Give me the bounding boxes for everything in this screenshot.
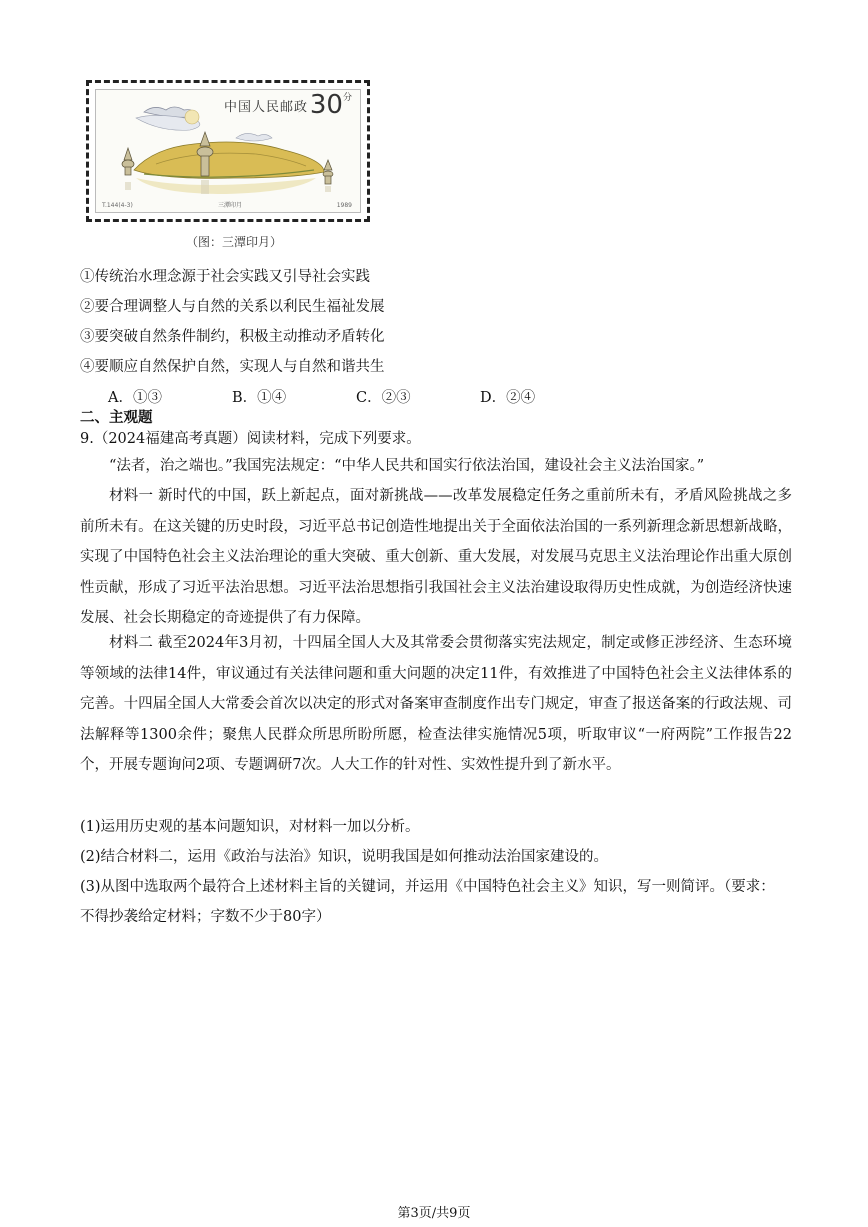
- option-a: [108, 386, 162, 407]
- stamp-value-number: 30: [309, 90, 343, 120]
- material-2-paragraph: 材料二 截至2024年3月初，十四届全国人大及其常委会贯彻落实宪法规定，制定或修正涉经济、生态环境等领域的法律14件，审议通过有关法律问题和重大问题的决定11件，有效推进了中国特色社会主义法律体系的完善。十四届全国人大常委会首次以决定的形式对备案审查制度作出专门规定，审查了报送备案的行政法规、司法解释等1300余件；聚焦人民群众所思所盼所愿，检查法律实施情况5项，听取审议“一府两院”工作报告22个，开展专题询问2项、专题调研7次。人大工作的针对性、实效性提升到了新水平。: [80, 635, 792, 773]
- stamp-country-name: 中国人民邮政: [224, 100, 309, 115]
- statement-4: ④要顺应自然保护自然，实现人与自然和谐共生: [80, 359, 385, 375]
- option-a-value: ①③: [132, 390, 162, 406]
- statement-2: ②要合理调整人与自然的关系以利民生福祉发展: [80, 299, 385, 315]
- option-c: [356, 386, 411, 407]
- page-number-footer: 第3页/共9页: [397, 1206, 471, 1221]
- sub-question-3-line-1: (3)从图中选取两个最符合上述材料主旨的关键词，并运用《中国特色社会主义》知识，写一则简评。（要求：: [80, 879, 775, 895]
- material-1-paragraph: 材料一 新时代的中国，跃上新起点，面对新挑战——改革发展稳定任务之重前所未有，矛盾风险挑战之多前所未有。在这关键的历史时段，习近平总书记创造性地提出关于全面依法治国的一系列新理念新思想新战略，实现了中国特色社会主义法治理论的重大突破、重大创新、重大发展，对发展马克思主义法治理论作出重大原创性贡献，形成了习近平法治思想。习近平法治思想指引我国社会主义法治建设取得历史性成就，为创造经济快速发展、社会长期稳定的奇迹提供了有力保障。: [80, 488, 792, 626]
- question-stem: 9.（2024福建高考真题）阅读材料，完成下列要求。: [80, 431, 421, 447]
- stamp-denomination: [310, 90, 352, 120]
- option-d-value: ②④: [506, 390, 536, 406]
- option-d: [480, 386, 535, 407]
- option-d-label: D．: [480, 390, 507, 406]
- statement-1: ①传统治水理念源于社会实践又引导社会实践: [80, 269, 370, 285]
- option-b-label: B．: [232, 390, 258, 406]
- sub-question-2: (2)结合材料二，运用《政治与法治》知识，说明我国是如何推动法治国家建设的。: [80, 849, 609, 865]
- option-c-label: C．: [356, 390, 382, 406]
- stamp-value-unit: 分: [342, 93, 352, 103]
- figure-caption: （图：三潭印月）: [186, 235, 283, 249]
- stamp-code: T.144(4-3): [102, 202, 133, 209]
- stamp-title: 三潭印月: [218, 202, 243, 209]
- option-b: [232, 386, 286, 407]
- section-title: 二、主观题: [80, 409, 153, 426]
- sub-question-3-line-2: 不得抄袭给定材料；字数不少于80字）: [80, 909, 331, 925]
- statement-3: ③要突破自然条件制约，积极主动推动矛盾转化: [80, 329, 385, 345]
- option-a-label: A．: [108, 390, 133, 406]
- option-b-value: ①④: [257, 390, 287, 406]
- stamp-image: [95, 89, 361, 213]
- intro-paragraph: “法者，治之端也。”我国宪法规定：“中华人民共和国实行依法治国，建设社会主义法治国家。”: [109, 458, 705, 474]
- stamp-figure: [86, 80, 370, 222]
- stamp-year: 1989: [336, 202, 352, 209]
- sub-question-1: (1)运用历史观的基本问题知识，对材料一加以分析。: [80, 819, 420, 835]
- option-c-value: ②③: [381, 390, 411, 406]
